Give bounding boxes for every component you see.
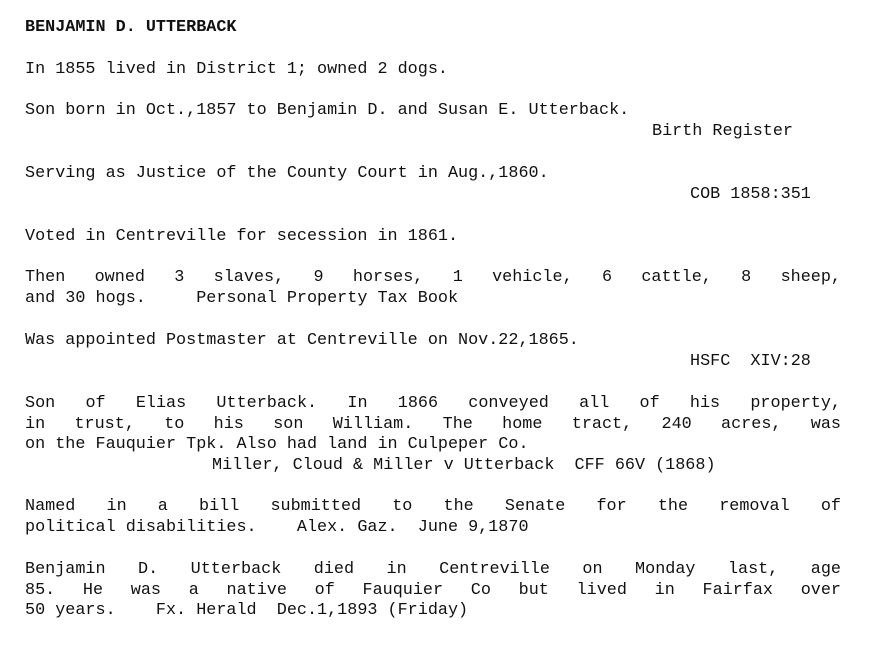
entry-4-line-1: Voted in Centreville for secession in 1861. (25, 227, 459, 246)
entry-2-source: Birth Register (652, 122, 793, 141)
entry-7-line-3: on the Fauquier Tpk. Also had land in Culpeper Co. (25, 435, 529, 454)
entry-1-line-1: In 1855 lived in District 1; owned 2 dogs. (25, 60, 448, 79)
entry-3-line-1: Serving as Justice of the County Court in Aug.,1860. (25, 164, 549, 183)
page-title: BENJAMIN D. UTTERBACK (25, 18, 237, 37)
entry-3-source: COB 1858:351 (690, 185, 811, 204)
entry-8-line-2: political disabilities. Alex. Gaz. June 9,1870 (25, 518, 529, 537)
entry-9-line-1: Benjamin D. Utterback died in Centreville on Monday last, age (25, 560, 841, 579)
entry-5-line-1: Then owned 3 slaves, 9 horses, 1 vehicle, 6 cattle, 8 sheep, (25, 268, 841, 287)
entry-2-line-1: Son born in Oct.,1857 to Benjamin D. and Susan E. Utterback. (25, 101, 630, 120)
entry-6-source: HSFC XIV:28 (690, 352, 811, 371)
entry-7-source: Miller, Cloud & Miller v Utterback CFF 66V (1868) (212, 456, 716, 475)
entry-8-line-1: Named in a bill submitted to the Senate for the removal of (25, 497, 841, 516)
entry-9-line-2: 85. He was a native of Fauquier Co but lived in Fairfax over (25, 581, 841, 600)
entry-7-line-1: Son of Elias Utterback. In 1866 conveyed all of his property, (25, 394, 841, 413)
entry-9-line-3: 50 years. Fx. Herald Dec.1,1893 (Friday) (25, 601, 469, 620)
entry-5-line-2: and 30 hogs. Personal Property Tax Book (25, 289, 459, 308)
entry-7-line-2: in trust, to his son William. The home tract, 240 acres, was (25, 415, 841, 434)
entry-6-line-1: Was appointed Postmaster at Centreville on Nov.22,1865. (25, 331, 579, 350)
